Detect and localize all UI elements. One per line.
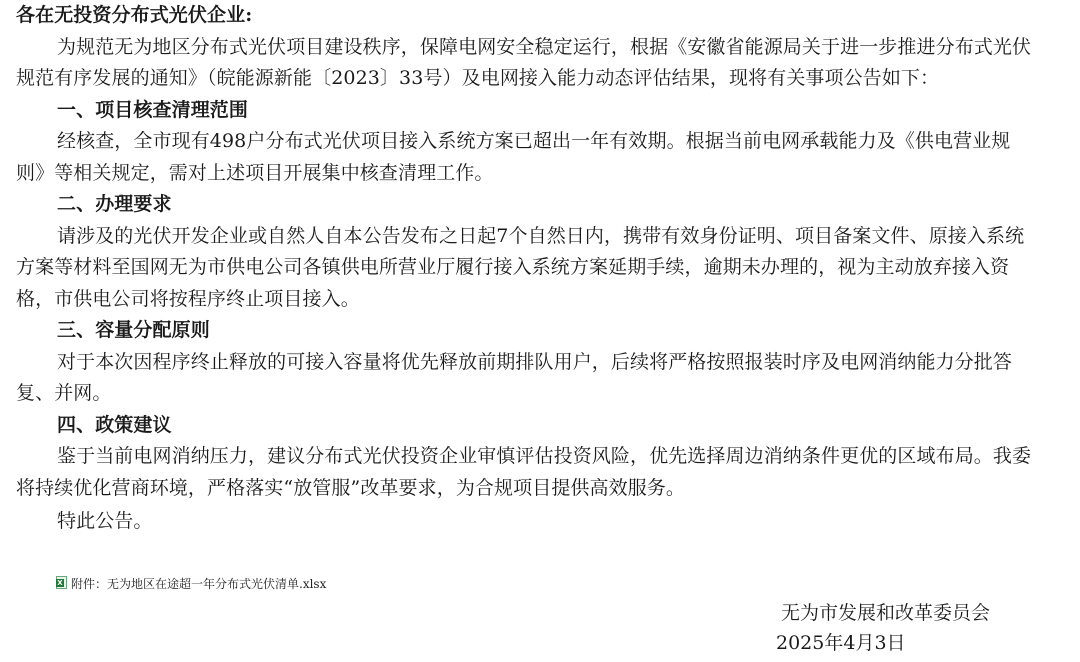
intro-line: 规范有序发展的通知》（皖能源新能〔2023〕33号）及电网接入能力动态评估结果，现将有关事项公告如下： (16, 67, 940, 89)
intro-line: 为规范无为地区分布式光伏项目建设秩序，保障电网安全稳定运行，根据《安徽省能源局关于进一步推进分布式光伏 (57, 36, 1032, 58)
section-paragraph-line: 复、并网。 (16, 382, 112, 404)
section-paragraph-line: 经核查，全市现有498户分布式光伏项目接入系统方案已超出一年有效期。根据当前电网承载能力及《供电营业规 (57, 130, 1011, 152)
excel-file-icon: X (56, 576, 69, 590)
section-paragraph-line: 鉴于当前电网消纳压力，建议分布式光伏投资企业审慎评估投资风险，优先选择周边消纳条件更优的区域布局。我委 (57, 445, 1032, 467)
section-paragraph-line: 则》等相关规定，需对上述项目开展集中核查清理工作。 (16, 162, 494, 184)
closing-statement: 特此公告。 (57, 510, 153, 532)
salutation: 各在无投资分布式光伏企业: (16, 4, 253, 26)
section-paragraph-line: 方案等材料至国网无为市供电公司各镇供电所营业厅履行接入系统方案延期手续，逾期未办理的，视为主动放弃接入资 (16, 256, 1010, 278)
issue-date: 2025年4月3日 (776, 632, 906, 654)
section-heading-requirements: 二、办理要求 (57, 193, 172, 215)
section-heading-capacity: 三、容量分配原则 (57, 319, 210, 341)
section-paragraph-line: 对于本次因程序终止释放的可接入容量将优先释放前期排队用户，后续将严格按照报装时序及电网消纳能力分批答 (57, 351, 1013, 373)
section-heading-scope: 一、项目核查清理范围 (57, 99, 249, 121)
section-paragraph-line: 格，市供电公司将按程序终止项目接入。 (16, 288, 360, 310)
attachment-link[interactable] (56, 573, 326, 593)
section-heading-policy: 四、政策建议 (57, 414, 172, 436)
attachment-label[interactable]: 附件：无为地区在途超一年分布式光伏清单.xlsx (71, 576, 327, 591)
issuing-organization: 无为市发展和改革委员会 (781, 602, 991, 624)
section-paragraph-line: 请涉及的光伏开发企业或自然人自本公告发布之日起7个自然日内，携带有效身份证明、项目备案文件、原接入系统 (57, 225, 1025, 247)
section-paragraph-line: 将持续优化营商环境，严格落实“放管服”改革要求，为合规项目提供高效服务。 (16, 477, 686, 499)
